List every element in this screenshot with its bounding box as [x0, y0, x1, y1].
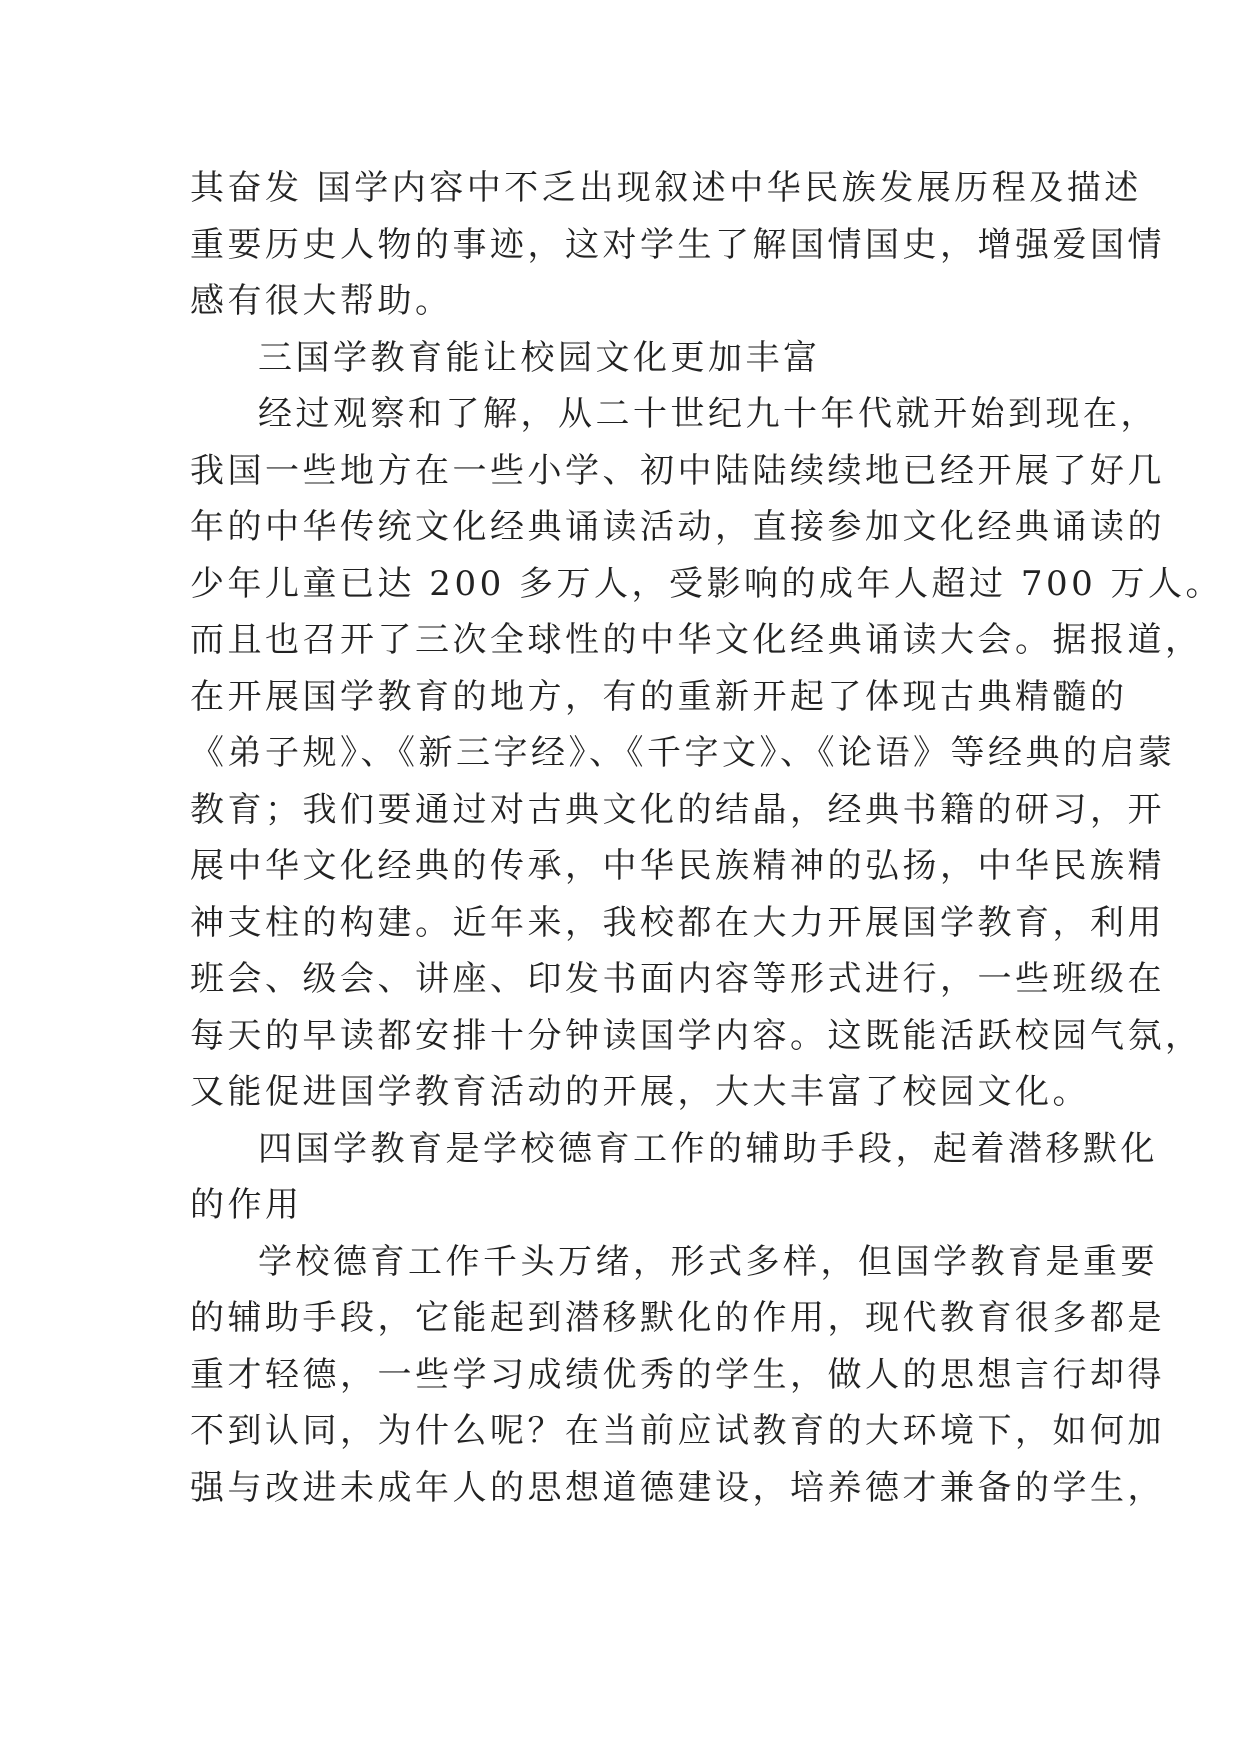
text-line: 班会、级会、讲座、印发书面内容等形式进行，一些班级在: [190, 959, 1165, 999]
text-line: 经过观察和了解，从二十世纪九十年代就开始到现在，: [258, 394, 1158, 434]
text-line: 少年儿童已达 200 多万人，受影响的成年人超过 700 万人。: [190, 563, 1224, 604]
text-line: 学校德育工作千头万绪，形式多样，但国学教育是重要: [258, 1241, 1158, 1282]
text-line: 其奋发 国学内容中不乏出现叙述中华民族发展历程及描述: [190, 168, 1142, 208]
text-line: 而且也召开了三次全球性的中华文化经典诵读大会。据报道，: [190, 620, 1203, 660]
text-line: 年的中华传统文化经典诵读活动，直接参加文化经典诵读的: [190, 507, 1165, 547]
text-line: 不到认同，为什么呢？在当前应试教育的大环境下，如何加: [190, 1411, 1165, 1451]
text-line: 我国一些地方在一些小学、初中陆陆续续地已经开展了好几: [190, 450, 1165, 491]
text-line: 感有很大帮助。: [190, 281, 453, 321]
section-heading-continued: 的作用: [190, 1185, 303, 1225]
text-line: 每天的早读都安排十分钟读国学内容。这既能活跃校园气氛，: [190, 1015, 1203, 1056]
section-heading: 三国学教育能让校园文化更加丰富: [258, 337, 821, 378]
text-line: 教育；我们要通过对古典文化的结晶，经典书籍的研习，开: [190, 789, 1165, 830]
text-line: 在开展国学教育的地方，有的重新开起了体现古典精髓的: [190, 676, 1128, 717]
text-line: 展中华文化经典的传承，中华民族精神的弘扬，中华民族精: [190, 846, 1165, 886]
text-line: 强与改进未成年人的思想道德建设，培养德才兼备的学生，: [190, 1467, 1165, 1508]
text-line: 重才轻德，一些学习成绩优秀的学生，做人的思想言行却得: [190, 1354, 1165, 1395]
text-line: 又能促进国学教育活动的开展，大大丰富了校园文化。: [190, 1072, 1090, 1112]
text-line: 神支柱的构建。近年来，我校都在大力开展国学教育，利用: [190, 902, 1165, 943]
document-body: [190, 160, 1224, 1516]
text-line: 重要历史人物的事迹，这对学生了解国情国史，增强爱国情: [190, 224, 1165, 265]
section-heading: 四国学教育是学校德育工作的辅助手段，起着潜移默化: [258, 1128, 1158, 1169]
text-line: 《弟子规》、《新三字经》、《千字文》、《论语》等经典的启蒙: [190, 733, 1176, 773]
text-line: 的辅助手段，它能起到潜移默化的作用，现代教育很多都是: [190, 1298, 1165, 1338]
